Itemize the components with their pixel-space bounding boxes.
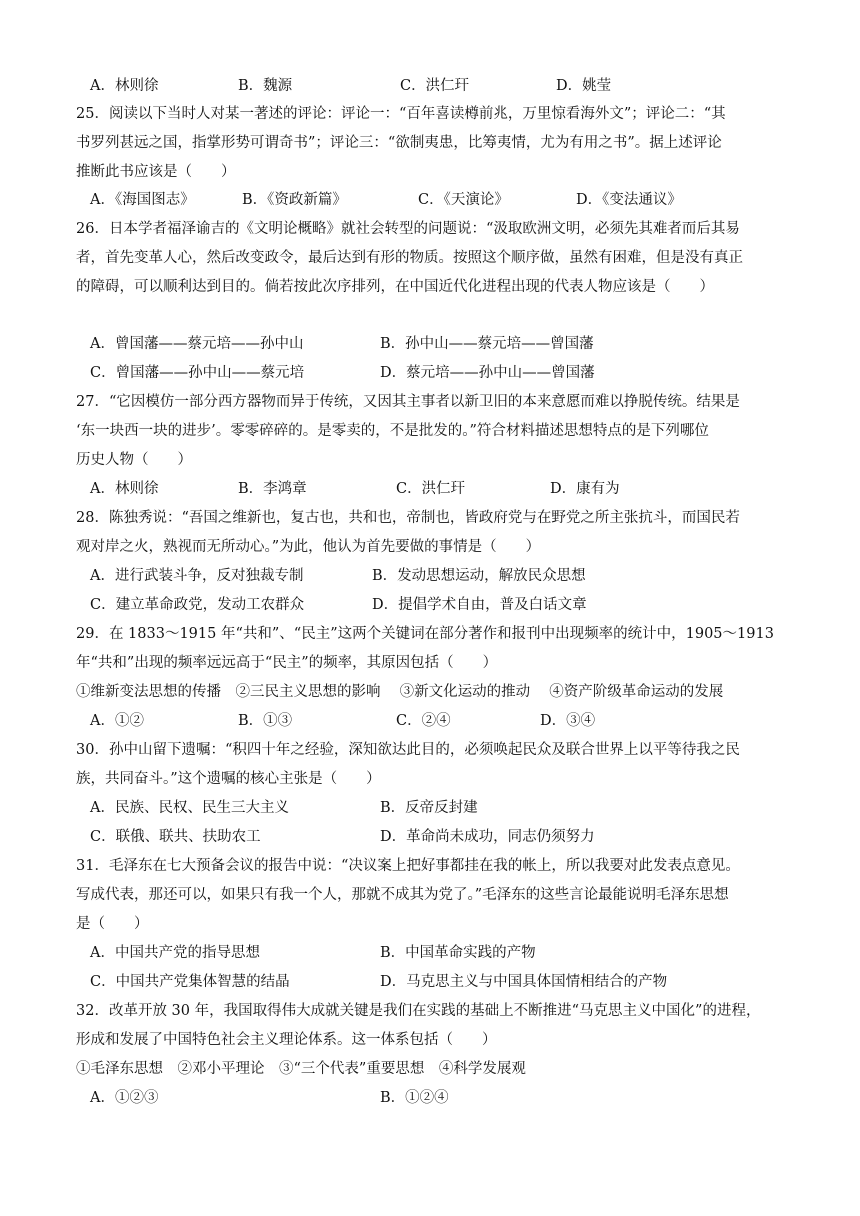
q27-line-1: 27．“它因模仿一部分西方器物而异于传统，又因其主事者以新卫旧的本来意愿而难以挣脱传统。结果是 — [76, 394, 740, 410]
q30-line-2: 族，共同奋斗。”这个遗嘱的核心主张是（ ） — [76, 771, 381, 787]
q27-option-b: B．李鸿章 — [238, 481, 307, 497]
q25-option-b: B．《资政新篇》 — [242, 192, 347, 208]
q25-option-d: D．《变法通议》 — [576, 192, 682, 208]
q27-line-3: 历史人物（ ） — [76, 452, 192, 468]
q26-line-2: 者，首先变革人心，然后改变政令，最后达到有形的物质。按照这个顺序做，虽然有困难，但是没有真正 — [76, 250, 743, 266]
q24-option-d: D．姚莹 — [556, 78, 612, 94]
q28-line-2: 观对岸之火，熟视而无所动心。”为此，他认为首先要做的事情是（ ） — [76, 539, 541, 555]
q29-line-1: 29．在 1833～1915 年“共和”、“民主”这两个关键词在部分著作和报刊中出现频率的统计中，1905～1913 — [76, 626, 774, 642]
q28-option-c: C．建立革命政党，发动工农群众 — [90, 597, 305, 613]
q31-option-d: D．马克思主义与中国具体国情相结合的产物 — [380, 974, 668, 990]
q28-option-b: B．发动思想运动，解放民众思想 — [372, 568, 586, 584]
q28-option-d: D．提倡学术自由，普及白话文章 — [372, 597, 587, 613]
q29-option-c: C．②④ — [396, 713, 451, 729]
q26-option-d: D．蔡元培——孙中山——曾国藩 — [380, 365, 595, 381]
q31-option-c: C．中国共产党集体智慧的结晶 — [90, 974, 290, 990]
q32-line-2: 形成和发展了中国特色社会主义理论体系。这一体系包括（ ） — [76, 1032, 497, 1048]
q31-line-3: 是（ ） — [76, 916, 149, 932]
q31-line-2: 写成代表，那还可以，如果只有我一个人，那就不成其为党了。”毛泽东的这些言论最能说明毛泽东思想 — [76, 887, 729, 903]
q25-line-3: 推断此书应该是（ ） — [76, 164, 236, 180]
q26-option-c: C．曾国藩——孙中山——蔡元培 — [90, 365, 305, 381]
q30-line-1: 30．孙中山留下遗嘱：“积四十年之经验，深知欲达此目的，必须唤起民众及联合世界上以平等待我之民 — [76, 742, 740, 758]
q29-option-b: B．①③ — [238, 713, 293, 729]
q32-line-1: 32．改革开放 30 年，我国取得伟大成就关键是我们在实践的基础上不断推进“马克思主义中国化”的进程， — [76, 1003, 761, 1019]
q31-line-1: 31．毛泽东在七大预备会议的报告中说：“决议案上把好事都挂在我的帐上，所以我要对此发表点意见。 — [76, 858, 740, 874]
q29-line-3: ①维新变法思想的传播 ②三民主义思想的影响 ③新文化运动的推动 ④资产阶级革命运动的发展 — [76, 684, 724, 700]
q24-option-b: B．魏源 — [238, 78, 293, 94]
q27-option-c: C．洪仁玕 — [396, 481, 466, 497]
q25-line-2: 书罗列甚远之国，指掌形势可谓奇书”；评论三：“欲制夷患，比筹夷情，尤为有用之书”。据上述评论 — [76, 135, 722, 151]
q30-option-b: B．反帝反封建 — [380, 800, 478, 816]
q31-option-a: A．中国共产党的指导思想 — [90, 945, 260, 961]
q32-option-b: B．①②④ — [380, 1090, 449, 1106]
q26-line-3: 的障碍，可以顺利达到目的。倘若按此次序排列，在中国近代化进程出现的代表人物应该是（ ） — [76, 279, 714, 295]
q32-line-3: ①毛泽东思想 ②邓小平理论 ③“三个代表”重要思想 ④科学发展观 — [76, 1061, 526, 1077]
q29-option-d: D．③④ — [540, 713, 596, 729]
q26-option-b: B．孙中山——蔡元培——曾国藩 — [380, 336, 594, 352]
q32-option-a: A．①②③ — [90, 1090, 159, 1106]
q25-option-a: A．《海国图志》 — [90, 192, 195, 208]
q27-line-2: ‘东一块西一块的进步’。零零碎碎的。是零卖的，不是批发的。”符合材料描述思想特点的是下列哪位 — [76, 423, 709, 439]
q26-option-a: A．曾国藩——蔡元培——孙中山 — [90, 336, 304, 352]
q29-line-2: 年“共和”出现的频率远远高于“民主”的频率，其原因包括（ ） — [76, 655, 498, 671]
q27-option-d: D．康有为 — [550, 481, 620, 497]
q30-option-c: C．联俄、联共、扶助农工 — [90, 829, 261, 845]
q27-option-a: A．林则徐 — [90, 481, 159, 497]
q25-option-c: C．《天演论》 — [418, 192, 509, 208]
q26-line-1: 26．日本学者福泽谕吉的《文明论概略》就社会转型的问题说：“汲取欧洲文明，必须先其难者而后其易 — [76, 221, 740, 237]
q28-option-a: A．进行武装斗争，反对独裁专制 — [90, 568, 304, 584]
q31-option-b: B．中国革命实践的产物 — [380, 945, 536, 961]
q25-line-1: 25．阅读以下当时人对某一著述的评论：评论一：“百年喜读樽前兆，万里惊看海外文”；评论二：“其 — [76, 106, 726, 122]
q28-line-1: 28．陈独秀说：“吾国之维新也，复古也，共和也，帝制也，皆政府党与在野党之所主张抗斗，而国民若 — [76, 510, 740, 526]
q24-option-a: A．林则徐 — [90, 78, 159, 94]
q29-option-a: A．①② — [90, 713, 144, 729]
q24-option-c: C．洪仁玕 — [400, 78, 470, 94]
q30-option-a: A．民族、民权、民生三大主义 — [90, 800, 289, 816]
q30-option-d: D．革命尚未成功，同志仍须努力 — [380, 829, 595, 845]
